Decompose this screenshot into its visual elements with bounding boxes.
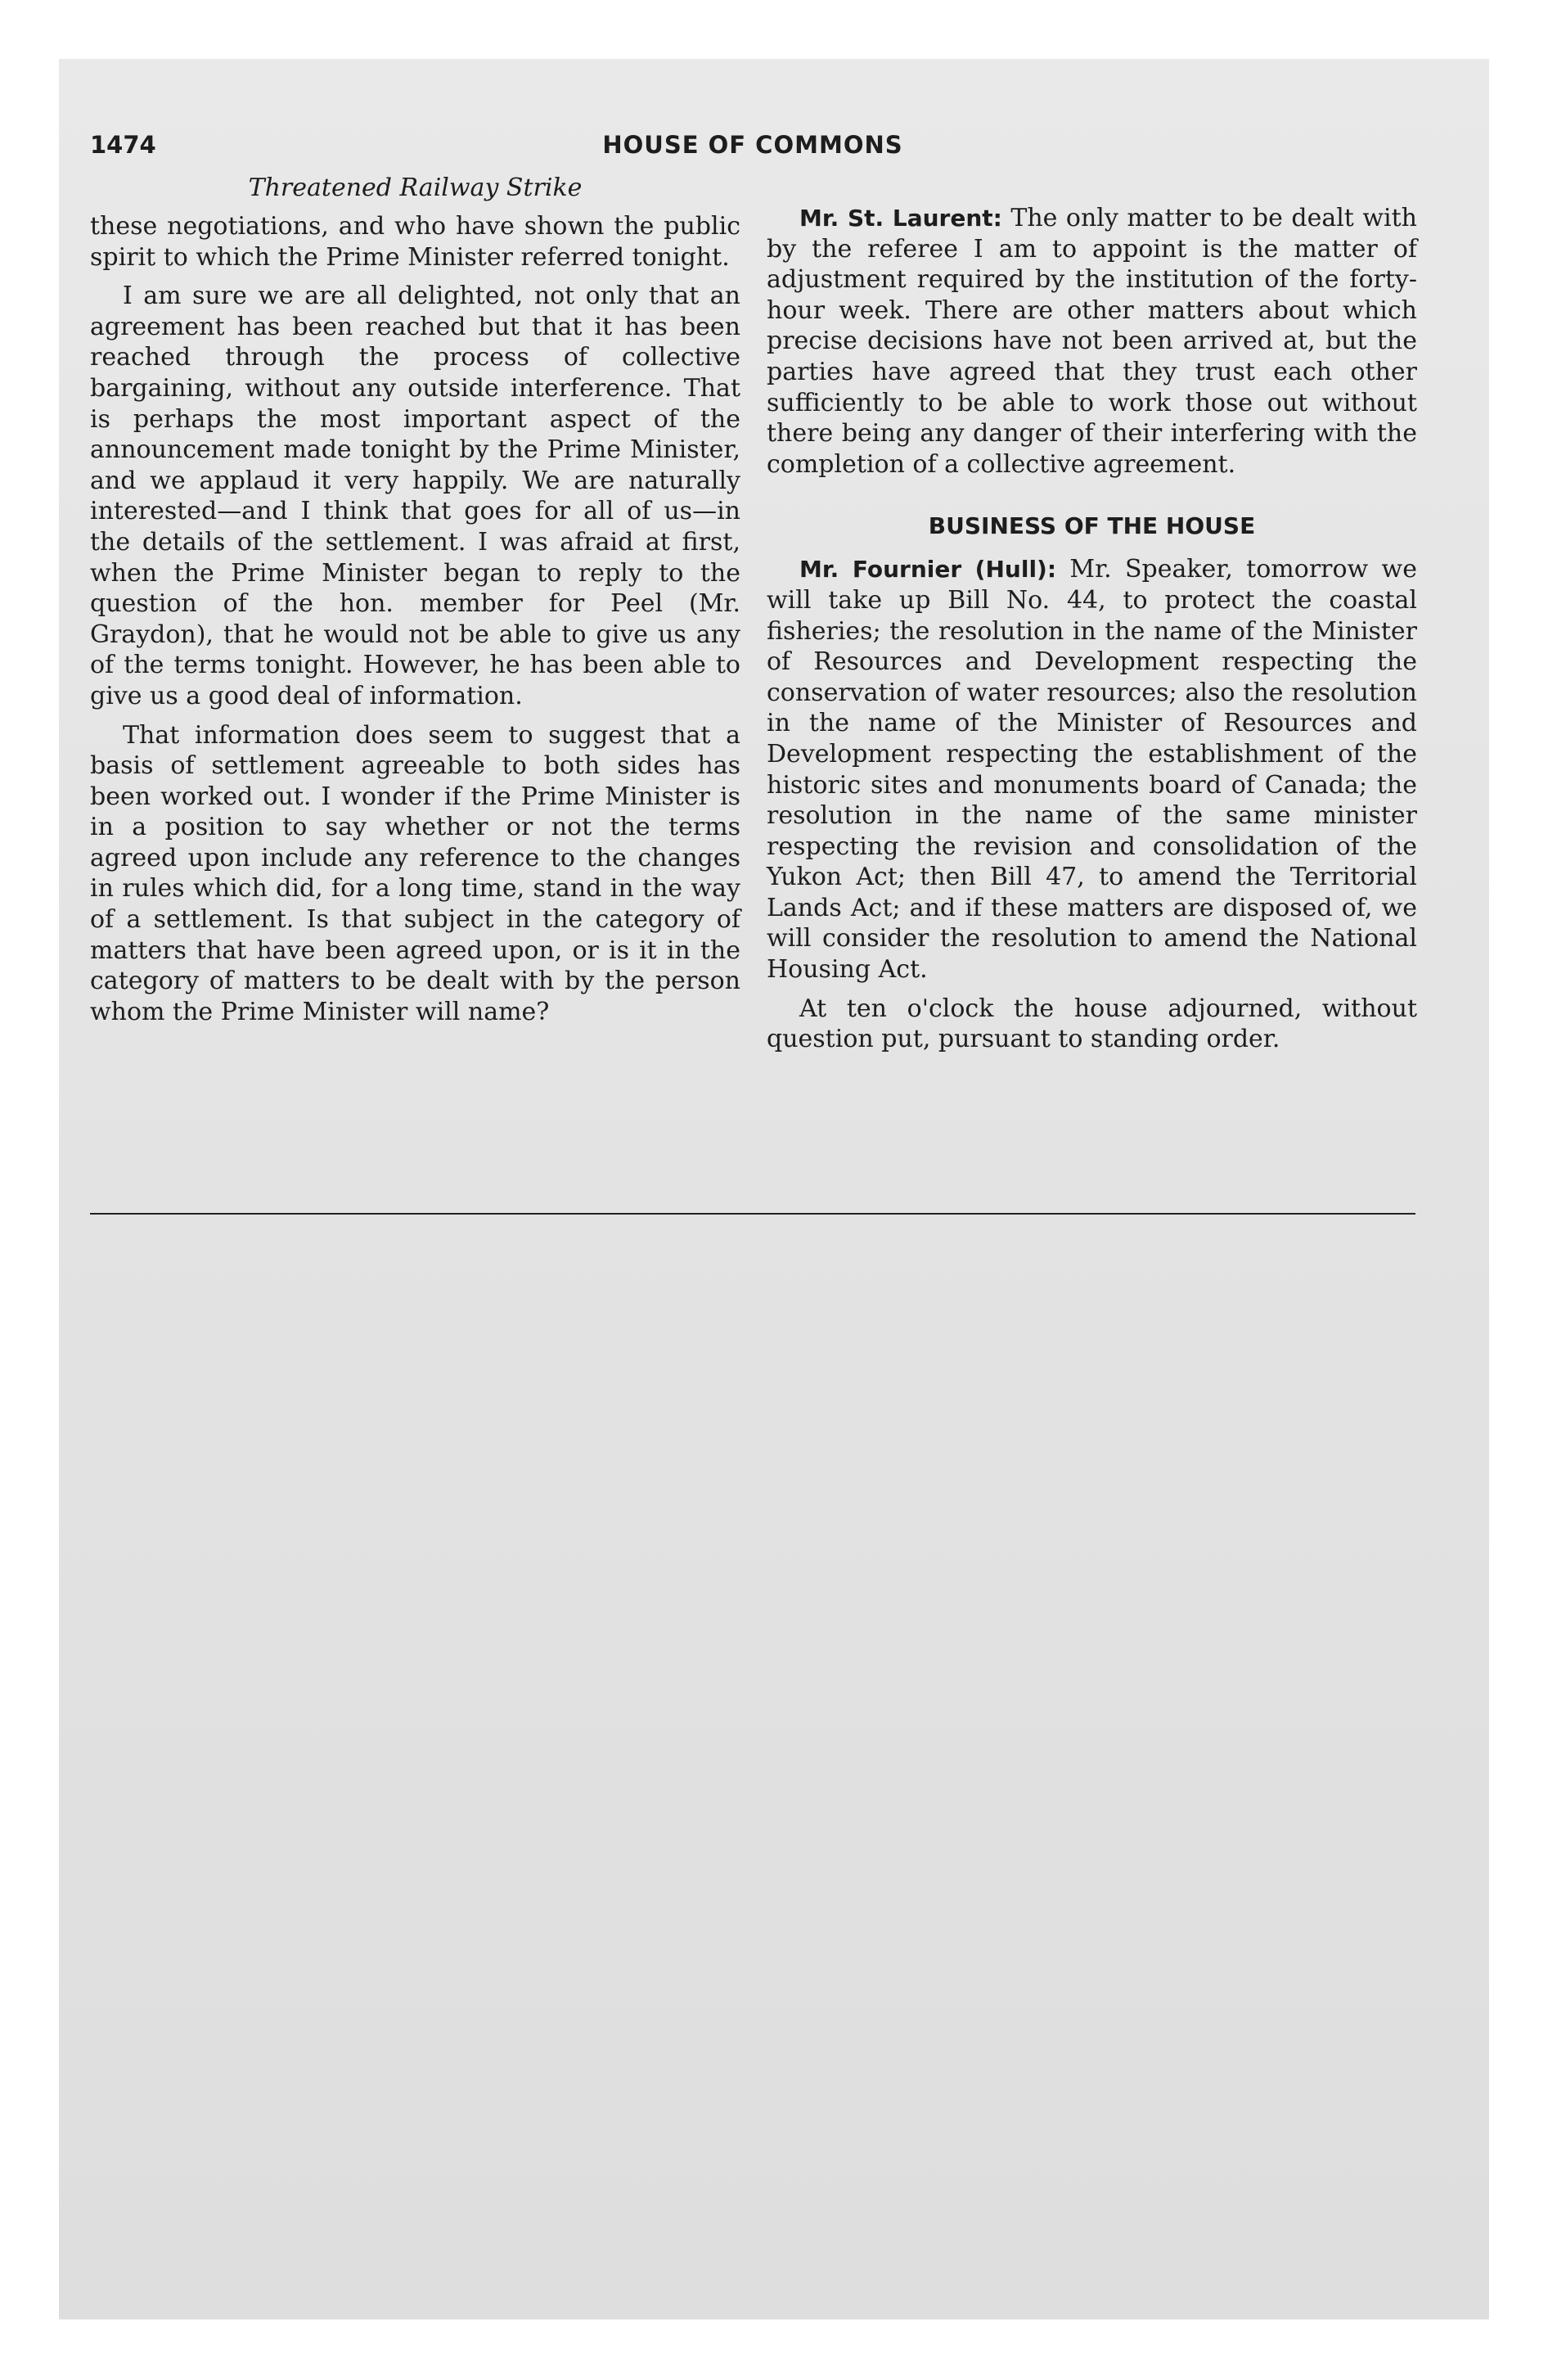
page-header	[90, 131, 1415, 172]
paragraph: these negotiations, and who have shown the public spirit to which the Prime Minister referred tonight.	[90, 212, 740, 272]
page-number: 1474	[90, 131, 156, 159]
speech-text: The only matter to be dealt with by the referee I am to appoint is the matter of adjustment required by the institution of the forty-hour week. There are other matters about which precise decisions have not been arrived at, but the parties have agreed that they trust each other sufficiently to be able to work those out without there being any danger of their interfering with the completion of a collective agreement.	[767, 204, 1417, 479]
paragraph: That information does seem to suggest that a basis of settlement agreeable to both sides has been worked out. I wonder if the Prime Minister is in a position to say whether or not the terms agreed upon include any reference to the changes in rules which did, for a long time, stand in the way of a settlement. Is that subject in the category of matters that have been agreed upon, or is it in the category of matters to be dealt with by the person whom the Prime Minister will name?	[90, 720, 740, 1026]
left-column	[90, 172, 740, 1035]
running-title: HOUSE OF COMMONS	[602, 131, 903, 159]
section-title: Threatened Railway Strike	[248, 174, 583, 202]
business-heading: BUSINESS OF THE HOUSE	[928, 512, 1256, 540]
right-column	[767, 203, 1417, 1063]
closing-rule	[90, 1213, 1415, 1215]
speech-text: Mr. Speaker, tomorrow we will take up Bill No. 44, to protect the coastal fisheries; the resolution in the name of the Minister of Resources and Development respecting the conservation of water resources; also the resolution in the name of the Minister of Resources and Development respecting the establishment of the historic sites and monuments board of Canada; the resolution in the name of the same minister respecting the revision and consolidation of the Yukon Act; then Bill 47, to amend the Territorial Lands Act; and if these matters are disposed of, we will consider the resolution to amend the National Housing Act.	[767, 555, 1417, 985]
speaker-name: Mr. Fournier (Hull):	[799, 556, 1057, 584]
speaker-name: Mr. St. Laurent:	[799, 205, 1002, 232]
adjournment-note: At ten o'clock the house adjourned, without question put, pursuant to standing order.	[767, 994, 1417, 1054]
speech-fournier	[767, 554, 1417, 985]
paragraph: I am sure we are all delighted, not only that an agreement has been reached but that it has been reached through the process of collective bargaining, without any outside interference. That is perhaps the most important aspect of the announcement made tonight by the Prime Minister, and we applaud it very happily. We are naturally interested—and I think that goes for all of us—in the details of the settlement. I was afraid at first, when the Prime Minister began to reply to the question of the hon. member for Peel (Mr. Graydon), that he would not be able to give us any of the terms tonight. However, he has been able to give us a good deal of information.	[90, 282, 740, 710]
speech-st-laurent	[767, 203, 1417, 480]
